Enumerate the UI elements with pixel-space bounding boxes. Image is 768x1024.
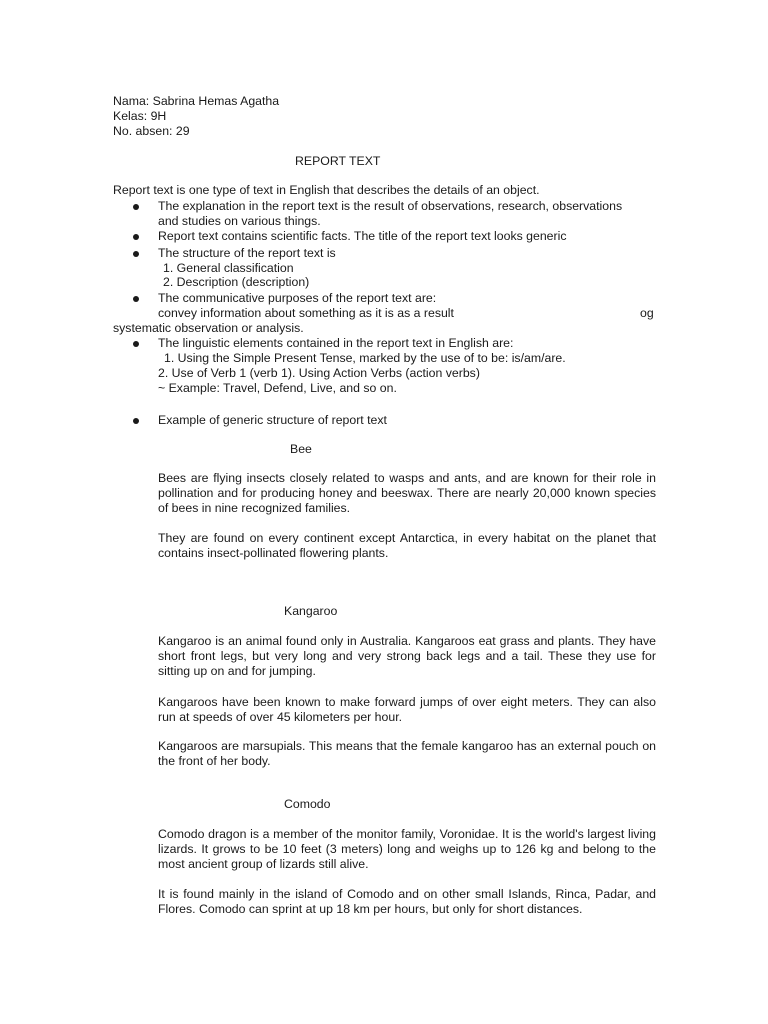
bullet-4-line-3: systematic observation or analysis. [113,321,304,335]
bullet-3-item-1: 1. General classification [163,261,294,275]
bullet-1-line-2: and studies on various things. [158,214,321,228]
intro-text: Report text is one type of text in English that describes the details of an object. [113,183,540,197]
bullet-3: The structure of the report text is [158,246,336,260]
comodo-paragraph-2: It is found mainly in the island of Comodo and on other small Islands, Rinca, Padar, and Flores. Comodo can sprint at up 18 km per hours, but only for short distances. [158,887,656,916]
bullet-icon [133,296,139,302]
student-number: No. absen: 29 [113,124,190,138]
bullet-4-line-2: convey information about something as it is as a result [158,306,454,320]
bullet-6: Example of generic structure of report text [158,413,387,427]
bee-paragraph-1: Bees are flying insects closely related to wasps and ants, and are known for their role in pollination and for producing honey and beeswax. There are nearly 20,000 known species of bees in nine recognized families. [158,471,656,515]
kangaroo-heading: Kangaroo [284,604,338,618]
bullet-1-line-1: The explanation in the report text is the result of observations, research, observations [158,199,623,213]
bullet-5-item-2: 2. Use of Verb 1 (verb 1). Using Action Verbs (action verbs) [158,366,480,380]
bullet-icon [133,341,139,347]
bullet-4-line-2-tail: og [640,306,654,320]
bullet-3-item-2: 2. Description (description) [163,275,310,289]
student-name: Nama: Sabrina Hemas Agatha [113,94,280,108]
bullet-icon [133,251,139,257]
bee-heading: Bee [290,442,312,456]
bullet-5: The linguistic elements contained in the report text in English are: [158,336,514,350]
kangaroo-paragraph-3: Kangaroos are marsupials. This means that the female kangaroo has an external pouch on the front of her body. [158,739,656,768]
document-title: REPORT TEXT [295,154,381,168]
comodo-heading: Comodo [284,797,331,811]
kangaroo-paragraph-2: Kangaroos have been known to make forward jumps of over eight meters. They can also run at speeds of over 45 kilometers per hour. [158,695,656,724]
bullet-icon [133,418,139,424]
bee-paragraph-2: They are found on every continent except Antarctica, in every habitat on the planet that contains insect-pollinated flowering plants. [158,531,656,560]
bullet-5-item-1: 1. Using the Simple Present Tense, marked by the use of to be: is/am/are. [164,351,566,365]
bullet-icon [133,234,139,240]
bullet-icon [133,204,139,210]
comodo-paragraph-1: Comodo dragon is a member of the monitor family, Voronidae. It is the world's largest living lizards. It grows to be 10 feet (3 meters) long and weighs up to 126 kg and belong to the most ancient group of lizards still alive. [158,827,656,871]
kangaroo-paragraph-1: Kangaroo is an animal found only in Australia. Kangaroos eat grass and plants. They have short front legs, but very long and very strong back legs and a tail. These they use for sitting up on and for jumping. [158,634,656,678]
bullet-4: The communicative purposes of the report text are: [158,291,437,305]
bullet-2: Report text contains scientific facts. The title of the report text looks generic [158,229,567,243]
bullet-5-item-3: ~ Example: Travel, Defend, Live, and so on. [158,381,397,395]
student-class: Kelas: 9H [113,109,167,123]
